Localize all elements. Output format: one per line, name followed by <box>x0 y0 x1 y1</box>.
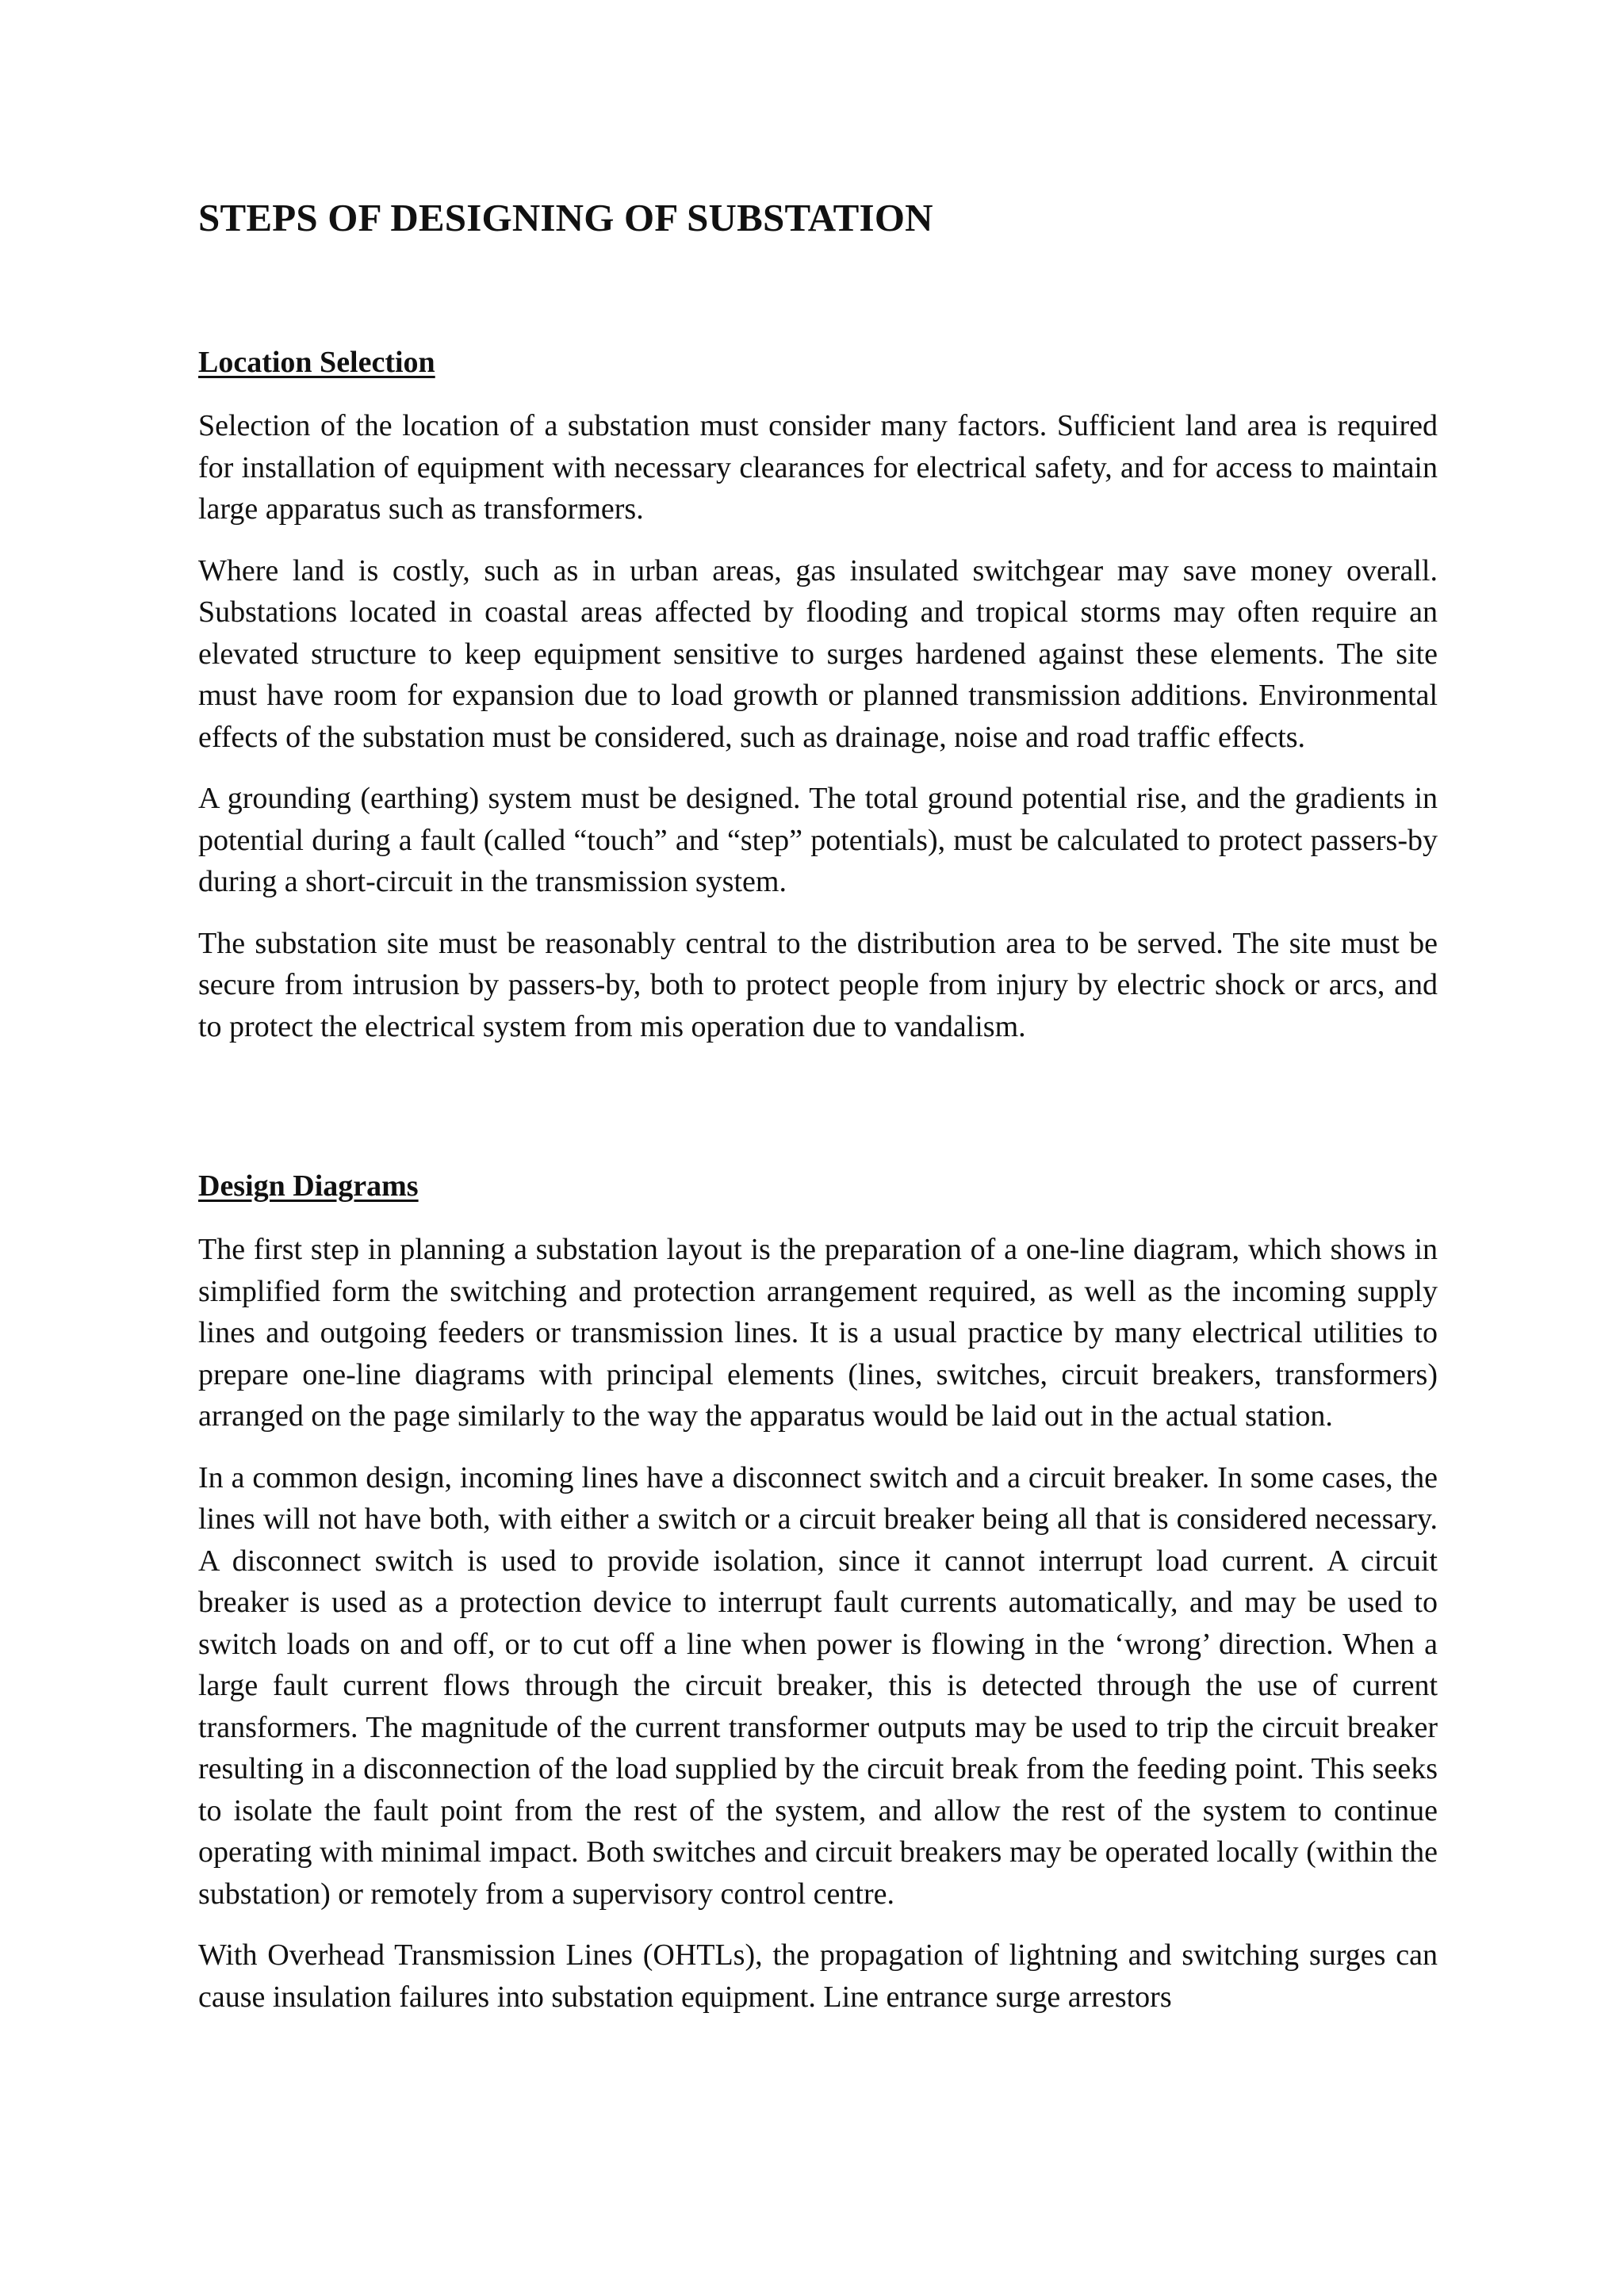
paragraph: The substation site must be reasonably central to the distribution area to be served. The site must be secure from intrusion by passers-by, both to protect people from injury by electric shock or arcs, and to protect the electrical system from mis operation due to vandalism. <box>198 926 1438 1043</box>
page-title: STEPS OF DESIGNING OF SUBSTATION <box>198 196 933 239</box>
paragraph: Selection of the location of a substation must consider many factors. Sufficient land area is required for installation of equipment with necessary clearances for electrical safety, and for access to maintain large apparatus such as transformers. <box>198 409 1438 526</box>
paragraph: The first step in planning a substation layout is the preparation of a one-line diagram, which shows in simplified form the switching and protection arrangement required, as well as the incoming supply lines and outgoing feeders or transmission lines. It is a usual practice by many electrical utilities to prepare one-line diagrams with principal elements (lines, switches, circuit breakers, transformers) arranged on the page similarly to the way the apparatus would be laid out in the actual station. <box>198 1233 1438 1433</box>
paragraph: In a common design, incoming lines have a disconnect switch and a circuit breaker. In some cases, the lines will not have both, with either a switch or a circuit breaker being all that is considered necessary. A disconnect switch is used to provide isolation, since it cannot interrupt load current. A circuit breaker is used as a protection device to interrupt fault currents automatically, and may be used to switch loads on and off, or to cut off a line when power is flowing in the ‘wrong’ direction. When a large fault current flows through the circuit breaker, this is detected through the use of current transformers. The magnitude of the current transformer outputs may be used to trip the circuit breaker resulting in a disconnection of the load supplied by the circuit break from the feeding point. This seeks to isolate the fault point from the rest of the system, and allow the rest of the system to continue operating with minimal impact. Both switches and circuit breakers may be operated locally (within the substation) or remotely from a supervisory control centre. <box>198 1460 1438 1911</box>
paragraph: With Overhead Transmission Lines (OHTLs), the propagation of lightning and switching surges can cause insulation failures into substation equipment. Line entrance surge arrestors <box>198 1938 1438 2014</box>
section-design-diagrams <box>198 1165 1438 2018</box>
section-heading: Design Diagrams <box>198 1169 419 1203</box>
paragraph: A grounding (earthing) system must be designed. The total ground potential rise, and the gradients in potential during a fault (called “touch” and “step” potentials), must be calculated to protect passers-by during a short-circuit in the transmission system. <box>198 782 1438 898</box>
paragraph: Where land is costly, such as in urban areas, gas insulated switchgear may save money overall. Substations located in coastal areas affected by flooding and tropical storms may often require an elevated structure to keep equipment sensitive to surges hardened against these elements. The site must have room for expansion due to load growth or planned transmission additions. Environmental effects of the substation must be considered, such as drainage, noise and road traffic effects. <box>198 553 1438 754</box>
section-heading: Location Selection <box>198 346 435 379</box>
section-location-selection <box>198 342 1438 1067</box>
